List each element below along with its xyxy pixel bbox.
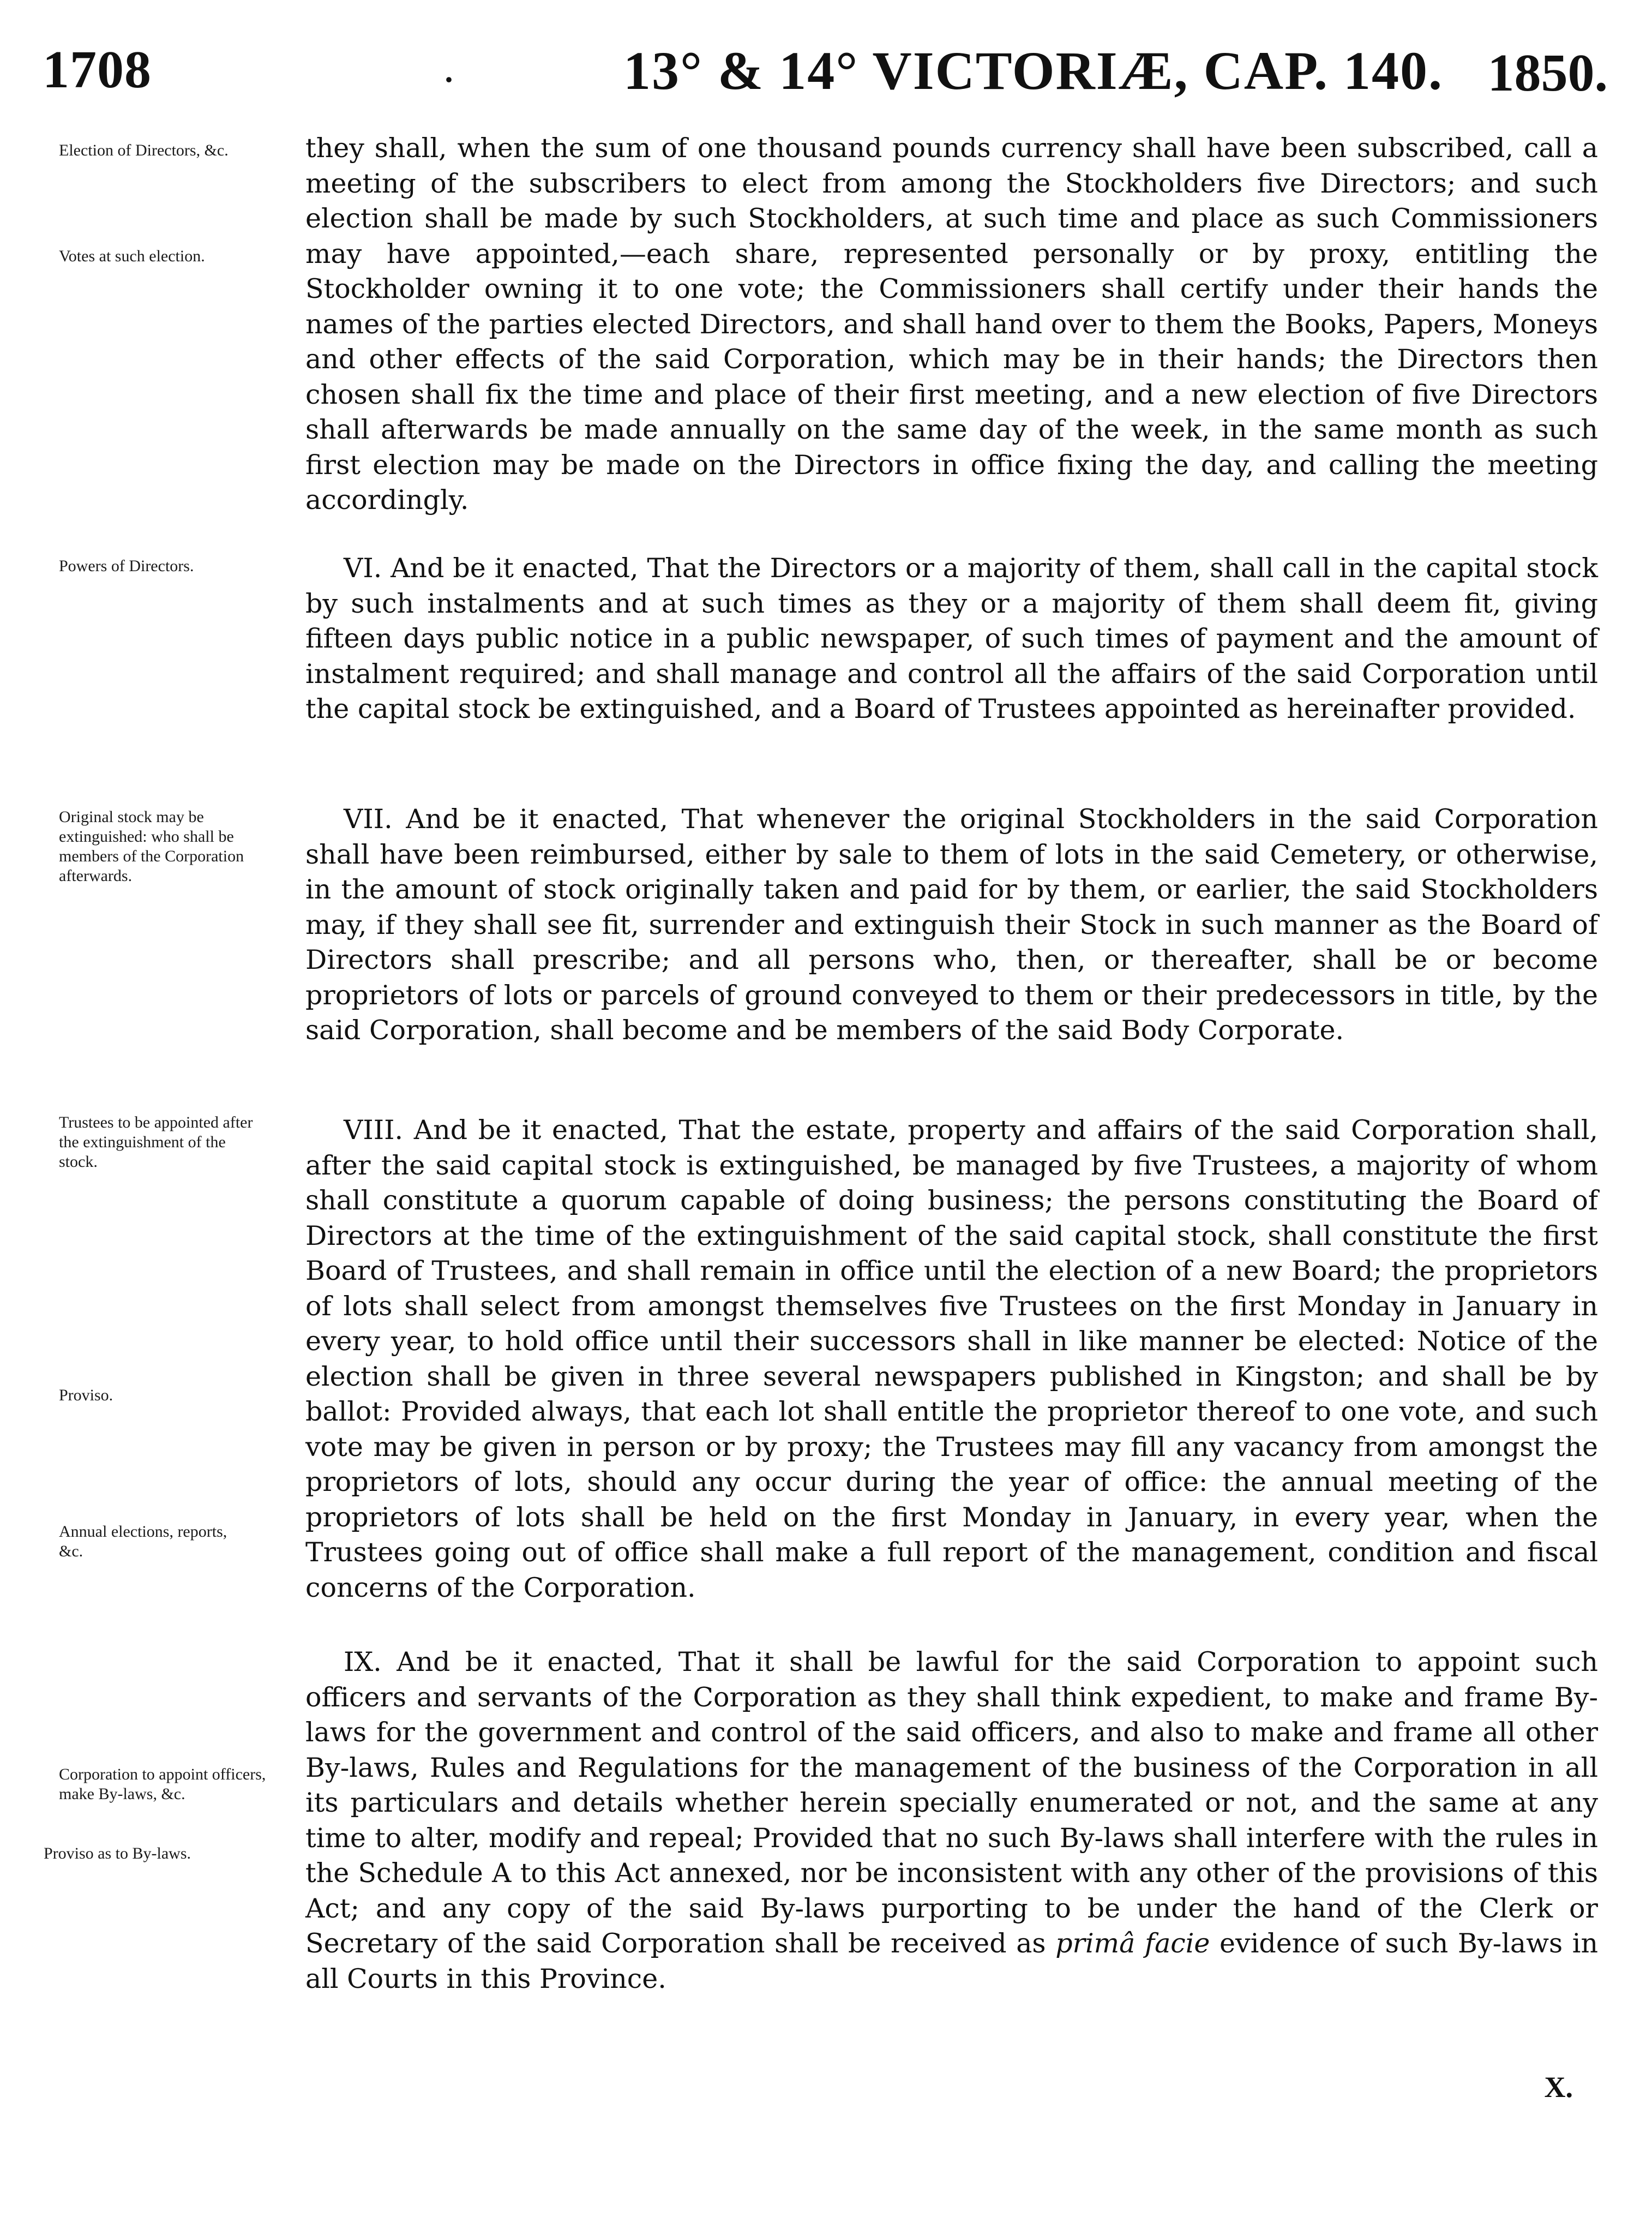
running-title: 13° & 14° VICTORIÆ, CAP. 140. (623, 40, 1443, 101)
margin-note-trustees: Trustees to be appointed after the extinguishment of the stock. (59, 1113, 253, 1171)
page-header (43, 39, 1608, 116)
section-viii-text: VIII. And be it enacted, That the estate, property and affairs of the said Corporation shall, after the said capital stock is extinguished, be managed by five Trustees, a majority of whom shall constitute a quorum capable of doing business; the persons constituting the Board of Directors at the time of the extinguishment of the said capital stock, shall constitute the first Board of Trustees, and shall remain in office until the election of a new Board; the proprietors of lots shall select from amongst themselves five Trustees on the first Monday in January in every year, to hold office until their successors shall in like manner be elected: Notice of the election shall be given in three several newspapers published in Kingston; and shall be by ballot: Provided always, that each lot shall entitle the proprietor thereof to one vote, and such vote may be given in person or by proxy; the Trustees may fill any vacancy from amongst the proprietors of lots, should any occur during the year of office: the annual meeting of the proprietors of lots shall be held on the first Monday in January, in every year, when the Trustees going out of office shall make a full report of the management, condition and fiscal concerns of the Corporation. (305, 1114, 1598, 1603)
catchword: X. (1544, 2071, 1573, 2104)
section-viii (305, 1113, 1598, 1605)
paragraph-intro: they shall, when the sum of one thousand pounds currency shall have been subscribed, call a meeting of the subscribers to elect from among the Stockholders five Directors; and such election shall be made by such Stockholders, at such time and place as such Commissioners may have appointed,—each share, represented personally or by proxy, entitling the Stockholder owning it to one vote; the Commissioners shall certify under their hands the names of the parties elected Directors, and shall hand over to them the Books, Papers, Moneys and other effects of the said Corporation, which may be in their hands; the Directors then chosen shall fix the time and place of their first meeting, and a new election of five Directors shall afterwards be made annually on the same day of the week, in the same month as such first election may be made on the Directors in office fixing the day, and calling the meeting accordingly. (305, 133, 1598, 516)
section-vii-text: VII. And be it enacted, That whenever the original Stockholders in the said Corporation shall have been reimbursed, either by sale to them of lots in the said Cemetery, or otherwise, in the amount of stock originally taken and paid for by them, or earlier, the said Stockholders may, if they shall see fit, surrender and extinguish their Stock in such manner as the Board of Directors shall prescribe; and all persons who, then, or thereafter, shall be or become proprietors of lots or parcels of ground conveyed to them or their predecessors in title, by the said Corporation, shall become and be members of the said Body Corporate. (305, 804, 1598, 1046)
section-ix-text: IX. And be it enacted, That it shall be lawful for the said Corporation to appoint such officers and servants of the Corporation as they shall think expedient, to make and frame By-laws for the government and control of the said officers, and also to make and frame all other By-laws, Rules and Regulations for the management of the business of the Corporation in all its particulars and details whether herein specially enumerated or not, and the same at any time to alter, modify and repeal; Provided that no such By-laws shall interfere with the rules in the Schedule A to this Act annexed, nor be inconsistent with any other of the provisions of this Act; and any copy of the said By-laws purporting to be under the hand of the Clerk or Secretary of the said Corporation shall be received as (305, 1646, 1598, 1959)
margin-note-original-stock: Original stock may be extinguished: who shall be members of the Corporation afterwards. (59, 808, 244, 885)
margin-note-corporation-officers: Corporation to appoint officers, make By-laws, &c. (59, 1765, 266, 1803)
section-vii (305, 802, 1598, 1048)
margin-note-election: Election of Directors, &c. (59, 141, 229, 159)
section-ix-italic: primâ facie (1055, 1928, 1210, 1959)
margin-note-annual-elections: Annual elections, reports, &c. (59, 1523, 227, 1560)
header-year: 1850. (1487, 44, 1608, 103)
section-vi-text: VI. And be it enacted, That the Directors or a majority of them, shall call in the capital stock by such instalments and at such times as they or a majority of them shall deem fit, giving fifteen days public notice in a public newspaper, of such times of payment and the amount of instalment required; and shall manage and control all the affairs of the said Corporation until the capital stock be extinguished, and a Board of Trustees appointed as hereinafter provided. (305, 553, 1598, 724)
section-ix-text-end: evidence of such By-laws in all Courts in this Province. (305, 1928, 1599, 1994)
header-separator: · (443, 62, 455, 98)
section-ix (305, 1645, 1598, 1997)
margin-note-votes: Votes at such election. (59, 247, 205, 265)
margin-note-proviso: Proviso. (59, 1386, 113, 1404)
margin-note-proviso-bylaws: Proviso as to By-laws. (44, 1844, 191, 1862)
margin-note-powers: Powers of Directors. (59, 557, 194, 575)
section-vi (305, 551, 1598, 727)
page-number: 1708 (43, 40, 152, 99)
